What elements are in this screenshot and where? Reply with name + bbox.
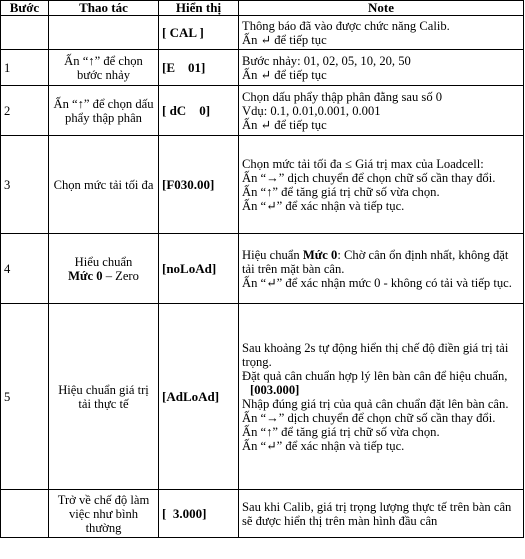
note-emphasis: Mức 0 bbox=[302, 247, 338, 262]
display-cell: [ CAL ] bbox=[159, 16, 239, 50]
note-line: Chọn dấu phẩy thập phân đằng sau số 0 bbox=[242, 89, 443, 104]
step-cell: 2 bbox=[1, 86, 49, 136]
note-prefix: Hiệu chuẩn bbox=[242, 247, 303, 262]
note-line: Ấn “↑” để tăng giá trị chữ số vừa chọn. bbox=[242, 184, 440, 199]
note-suffix: : Chờ cân ổn định nhất, không đặt tải trên mặt bàn cân. bbox=[242, 247, 509, 276]
note-line: Ấn “↵” để xác nhận và tiếp tục. bbox=[242, 438, 405, 453]
action-line bbox=[52, 269, 155, 283]
step-cell bbox=[1, 490, 49, 538]
table-row bbox=[1, 86, 524, 136]
note-line: Sau khoảng 2s tự động hiển thị chế độ điền giá trị tải trọng. bbox=[242, 340, 509, 369]
note-line: Vdụ: 0.1, 0.01,0.001, 0.001 bbox=[242, 103, 381, 118]
display-cell bbox=[159, 86, 239, 136]
step-cell: 4 bbox=[1, 234, 49, 304]
display-value: [E 01] bbox=[162, 59, 206, 75]
step-cell: 5 bbox=[1, 304, 49, 490]
action-cell: Ấn “↑” để chọn dấu phẩy thập phân bbox=[49, 86, 159, 136]
note-line: Ấn “↑” để tăng giá trị chữ số vừa chọn. bbox=[242, 424, 440, 439]
display-cell bbox=[159, 50, 239, 86]
note-line: Ấn ↵ để tiếp tục bbox=[242, 67, 327, 82]
action-cell bbox=[49, 16, 159, 50]
step-cell bbox=[1, 16, 49, 50]
header-step: Bước bbox=[1, 1, 49, 16]
table-row bbox=[1, 234, 524, 304]
note-line: Nhập đúng giá trị của quả cân chuẩn đặt lên bàn cân. bbox=[242, 396, 509, 411]
note-cell bbox=[239, 50, 524, 86]
note-cell bbox=[239, 490, 524, 538]
step-cell: 3 bbox=[1, 136, 49, 234]
header-row bbox=[1, 1, 524, 16]
table-row bbox=[1, 304, 524, 490]
table-row bbox=[1, 490, 524, 538]
display-value: [ 3.000] bbox=[162, 505, 207, 521]
note-line: Ấn “→” dịch chuyển để chọn chữ số cần thay đổi. bbox=[242, 410, 496, 425]
action-cell: Ấn “↑” để chọn bước nhảy bbox=[49, 50, 159, 86]
display-cell: [noLoAd] bbox=[159, 234, 239, 304]
note-line: Sau khi Calib, giá trị trọng lượng thực tế trên bàn cân sẽ được hiển thị trên màn hình đầu cân bbox=[242, 499, 512, 528]
display-cell: [AdLoAd] bbox=[159, 304, 239, 490]
action-suffix: – Zero bbox=[102, 268, 139, 283]
note-line bbox=[242, 248, 520, 276]
action-emphasis: Mức 0 bbox=[68, 268, 103, 283]
table-row bbox=[1, 50, 524, 86]
note-line: Ấn ↵ để tiếp tục bbox=[242, 117, 327, 132]
header-action: Thao tác bbox=[49, 1, 159, 16]
note-cell bbox=[239, 86, 524, 136]
note-line: Bước nhảy: 01, 02, 05, 10, 20, 50 bbox=[242, 53, 411, 68]
note-line: Ấn “→” dịch chuyển để chọn chữ số cần thay đổi. bbox=[242, 170, 496, 185]
note-line: Thông báo đã vào được chức năng Calib. bbox=[242, 18, 450, 33]
step-cell: 1 bbox=[1, 50, 49, 86]
action-cell bbox=[49, 234, 159, 304]
note-line: Ấn ↵ để tiếp tục bbox=[242, 32, 327, 47]
note-cell bbox=[239, 304, 524, 490]
header-display: Hiển thị bbox=[159, 1, 239, 16]
note-line-value: [003.000] bbox=[250, 382, 300, 397]
note-cell bbox=[239, 16, 524, 50]
action-cell: Chọn mức tải tối đa bbox=[49, 136, 159, 234]
note-line: Đặt quả cân chuẩn hợp lý lên bàn cân để hiệu chuẩn, bbox=[242, 368, 508, 383]
note-cell bbox=[239, 136, 524, 234]
action-line: Hiểu chuẩn bbox=[74, 254, 133, 269]
table-row bbox=[1, 136, 524, 234]
display-cell bbox=[159, 490, 239, 538]
table-row bbox=[1, 16, 524, 50]
header-note: Note bbox=[239, 1, 524, 16]
display-value: [ dC 0] bbox=[162, 102, 211, 118]
note-line: Ấn “↵” để xác nhận mức 0 - không có tải và tiếp tục. bbox=[242, 275, 512, 290]
note-line: Ấn “↵” để xác nhận và tiếp tục. bbox=[242, 198, 405, 213]
note-cell bbox=[239, 234, 524, 304]
display-cell: [F030.00] bbox=[159, 136, 239, 234]
action-cell: Trở về chế độ làm việc như bình thường bbox=[49, 490, 159, 538]
note-line: Chọn mức tải tối đa ≤ Giá trị max của Loadcell: bbox=[242, 156, 484, 171]
action-cell: Hiệu chuẩn giá trị tải thực tế bbox=[49, 304, 159, 490]
